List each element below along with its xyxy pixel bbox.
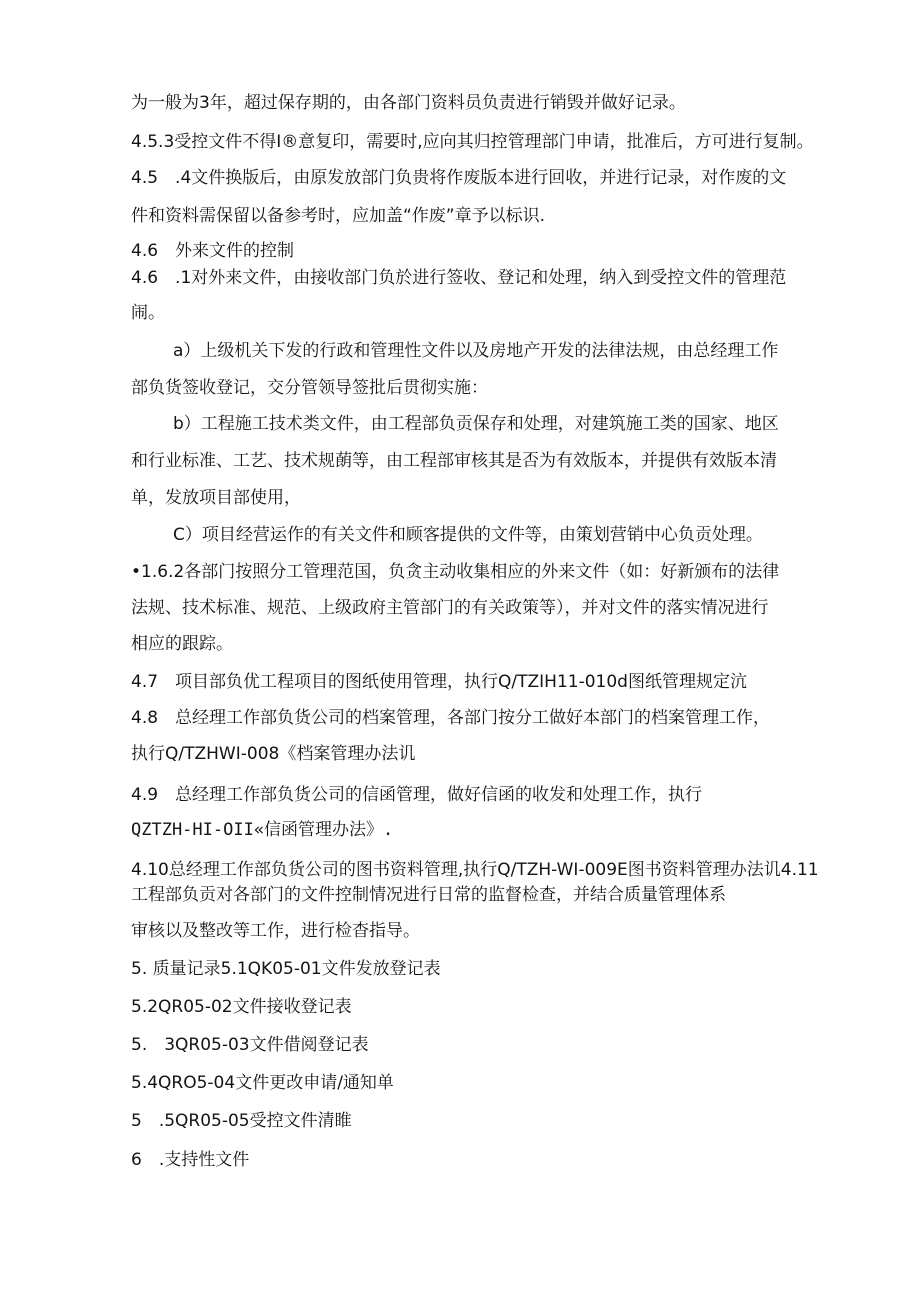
text-line: 4.10总经理工作部负货公司的图书资料管理,执行Q/TZH-WI-009E图书资料管理办法讥4.11 [131,860,819,880]
text-line: a）上级机关下发的行政和管理性文件以及房地产开发的法律法规，由总经理工作 [173,341,779,361]
text-line: 4.6 .1对外来文件，由接收部门负於进行签收、登记和处理，纳入到受控文件的管理范 [131,268,787,288]
text-line: 审核以及整改等工作，进行检杳指导。 [131,921,420,941]
text-line: 工程部负贡对各部门的文件控制情况进行日常的监督检查，并结合质量管理体系 [131,885,726,905]
text-line: 法规、技术标准、规范、上级政府主管部门的有关政策等），并对文件的落实情况进行 [131,598,769,618]
text-line: 单，发放项目部使用， [131,488,301,508]
text-line: 闹。 [131,303,165,323]
text-line: C）项目经营运作的有关文件和顾客提供的文件等，由策划营销中心负贡处理。 [173,525,763,545]
text-line: 4.7 项目部负优工程项目的图纸使用管理，执行Q/TZIH11-010d图纸管理规定沆 [131,672,747,692]
text-line: 执行Q/TZHWI-008《档案管理办法讥 [131,744,416,764]
text-line: 和行业标准、工艺、技术规蓢等，由工程部审核其是否为有效版本，并提供有效版本清 [131,451,777,471]
text-line: 5.4QRO5-04文件更改申请/通知单 [131,1073,394,1093]
text-line: •1.6.2各部门按照分工管理范国，负贪主动收集相应的外来文件（如：好新颁布的法律 [131,562,780,582]
text-line: 为一般为3年，超过保存期的，由各部门资料员负责进行销毁并做好记录。 [131,93,686,113]
text-line: QZTZH-HI-OII«信函管理办法》. [131,820,394,840]
text-line: 5.2QR05-02文件接收登记表 [131,997,352,1017]
text-line: 4.5 .4文件换版后，由原发放部门负贵将作废版本进行回收，并进行记录，对作废的文 [131,168,787,188]
text-line: 件和资料需保留以备参考时，应加盖“作废”章予以标识. [131,206,546,226]
section-heading: 4.6 外来文件的控制 [131,241,295,261]
text-line: 4.5.3受控文件不得I®意复印，需要时,应向其归控管理部门申请，批准后，方可进行复制。 [131,132,814,152]
section-heading: 6 .支持性文件 [131,1150,250,1170]
text-line: 5. 质量记录5.1QK05-01文件发放登记表 [131,959,441,979]
text-line: 4.8 总经理工作部负货公司的档案管理，各部门按分工做好本部门的档案管理工作， [131,708,771,728]
text-line: 5. 3QR05-03文件借阅登记表 [131,1035,369,1055]
text-line: 相应的跟踪。 [131,634,233,654]
text-line: b）工程施工技术类文件，由工程部负贡保存和处理，对建筑施工类的国家、地区 [173,414,779,434]
text-line: 部负货签收登记，交分管领导签批后贯彻实施： [131,378,488,398]
text-line: 4.9 总经理工作部负货公司的信函管理，做好信函的收发和处理工作，执行 [131,785,703,805]
text-line: 5 .5QR05-05受控文件清睢 [131,1111,352,1131]
